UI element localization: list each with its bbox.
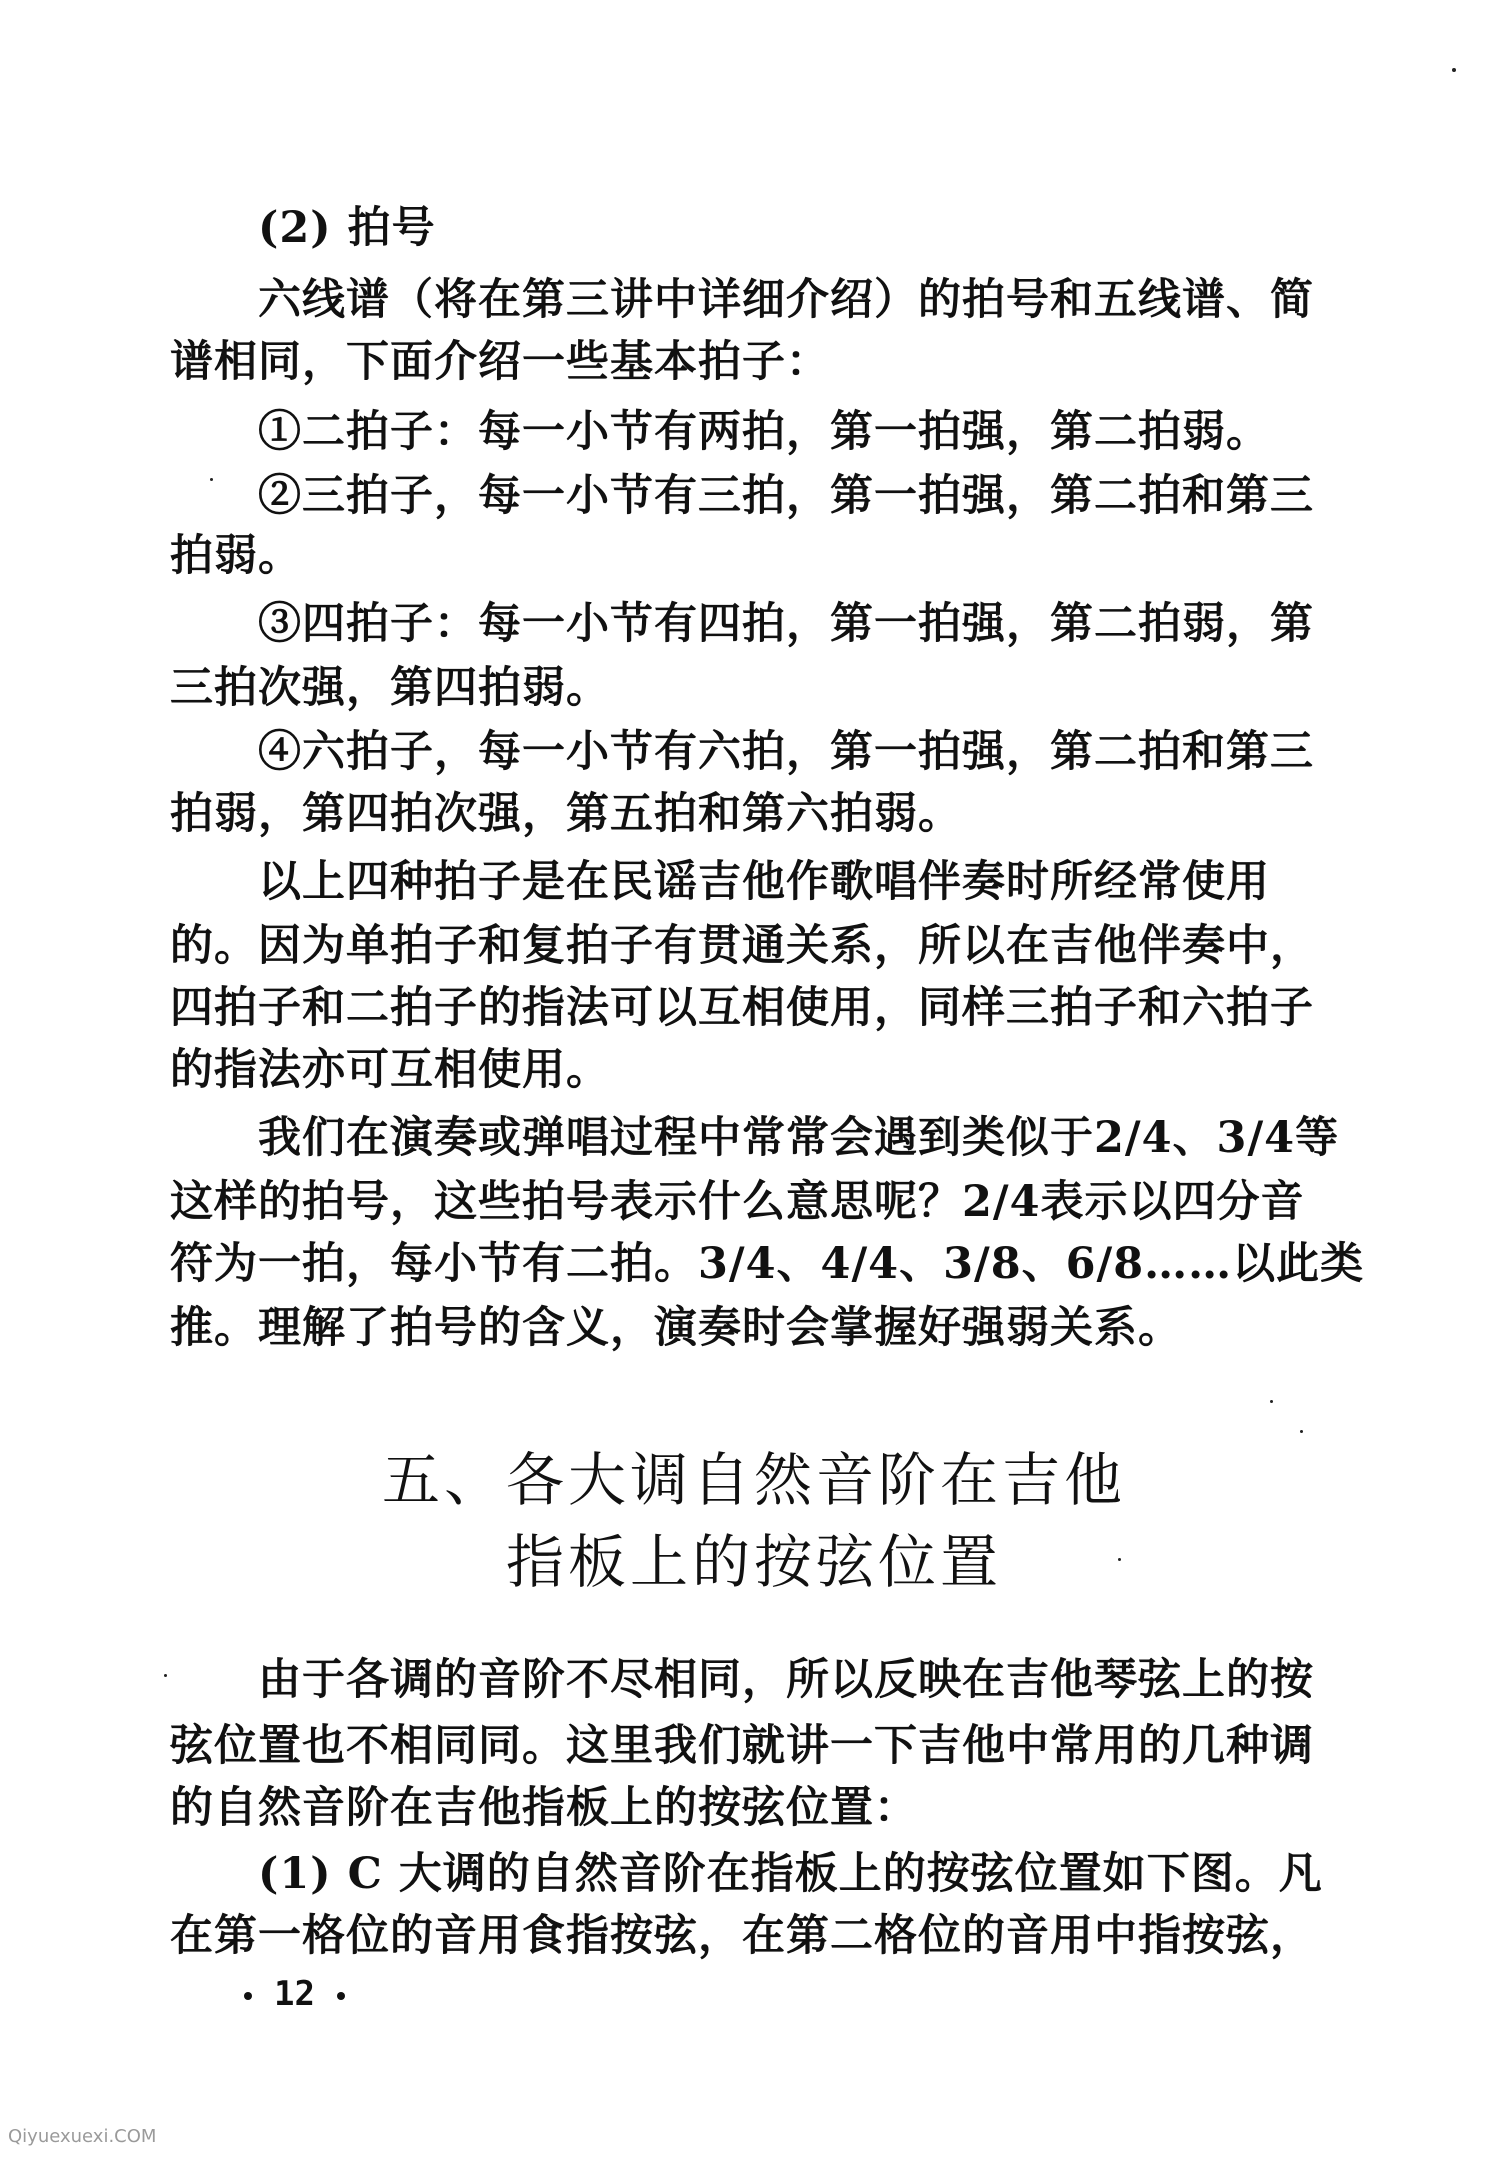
paragraph-line: 以上四种拍子是在民谣吉他作歌唱伴奏时所经常使用 [258,857,1270,907]
paragraph-line: 六线谱（将在第三讲中详细介绍）的拍号和五线谱、简 [258,275,1314,325]
paragraph-line: 推。理解了拍号的含义，演奏时会掌握好强弱关系。 [170,1303,1182,1353]
scan-speck [1118,1558,1121,1561]
scan-speck [1270,1400,1273,1403]
scan-speck [210,478,213,481]
section-subtitle: (2) 拍号 [258,203,436,253]
paragraph-line: 的自然音阶在吉他指板上的按弦位置： [170,1783,918,1833]
paragraph-line: 四拍子和二拍子的指法可以互相使用，同样三拍子和六拍子 [170,983,1314,1033]
paragraph-line: 谱相同，下面介绍一些基本拍子： [170,337,830,387]
paragraph-line: ③四拍子：每一小节有四拍，第一拍强，第二拍弱，第 [258,599,1314,649]
bullet-dot-icon [244,1992,252,2000]
paragraph-line: 这样的拍号，这些拍号表示什么意思呢？2/4表示以四分音 [170,1177,1305,1227]
scan-speck [1452,68,1456,72]
scan-speck [164,1674,167,1677]
paragraph-line: 的。因为单拍子和复拍子有贯通关系，所以在吉他伴奏中， [170,921,1314,971]
paragraph-line: 拍弱。 [170,531,302,581]
paragraph-line: 符为一拍，每小节有二拍。3/4、4/4、3/8、6/8……以此类 [170,1239,1365,1289]
paragraph-line: ①二拍子：每一小节有两拍，第一拍强，第二拍弱。 [258,407,1270,457]
paragraph-line: 拍弱，第四拍次强，第五拍和第六拍弱。 [170,789,962,839]
paragraph-line: 在第一格位的音用食指按弦，在第二格位的音用中指按弦， [170,1911,1314,1961]
paragraph-line: ②三拍子，每一小节有三拍，第一拍强，第二拍和第三 [258,471,1314,521]
page-number-text: 12 [274,1974,315,2014]
watermark: Qiyuexuexi.COM [8,2126,157,2147]
paragraph-line: 三拍次强，第四拍弱。 [170,663,610,713]
paragraph-line: (1) C 大调的自然音阶在指板上的按弦位置如下图。凡 [258,1849,1323,1899]
paragraph-line: 弦位置也不相同同。这里我们就讲一下吉他中常用的几种调 [170,1721,1314,1771]
paragraph-line: 我们在演奏或弹唱过程中常常会遇到类似于2/4、3/4等 [258,1113,1340,1163]
section-heading-line1: 五、各大调自然音阶在吉他 [381,1446,1126,1514]
bullet-dot-icon [337,1992,345,2000]
page-number [222,1974,367,2014]
paragraph-line: ④六拍子，每一小节有六拍，第一拍强，第二拍和第三 [258,727,1314,777]
scan-speck [1300,1430,1303,1433]
paragraph-line: 由于各调的音阶不尽相同，所以反映在吉他琴弦上的按 [258,1655,1314,1705]
paragraph-line: 的指法亦可互相使用。 [170,1045,610,1095]
section-heading-line2: 指板上的按弦位置 [505,1528,1002,1596]
